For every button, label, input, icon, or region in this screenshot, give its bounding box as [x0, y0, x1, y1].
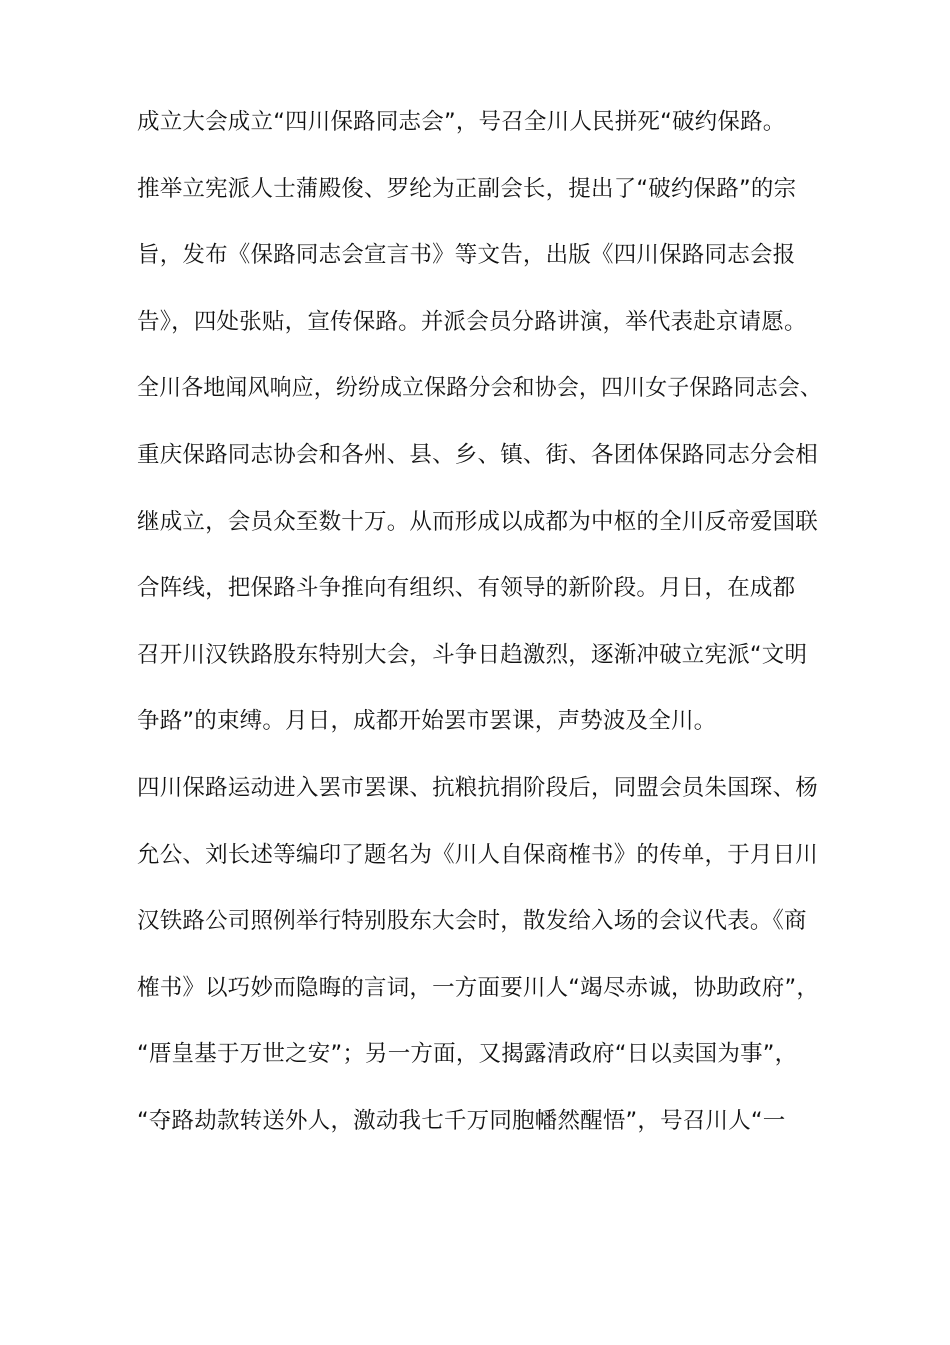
text-line: 重庆保路同志协会和各州、县、乡、镇、街、各团体保路同志分会相	[137, 442, 819, 468]
text-line: 成立大会成立“四川保路同志会”，号召全川人民拼死“破约保路。	[137, 109, 786, 135]
text-line: 旨，发布《保路同志会宣言书》等文告，出版《四川保路同志会报	[137, 242, 796, 268]
text-line: 全川各地闻风响应，纷纷成立保路分会和协会，四川女子保路同志会、	[137, 375, 822, 401]
text-line: 继成立，会员众至数十万。从而形成以成都为中枢的全川反帝爱国联	[137, 509, 819, 535]
text-line: 榷书》以巧妙而隐晦的言词，一方面要川人“竭尽赤诚，协助政府”，	[137, 975, 820, 1001]
text-line: 四川保路运动进入罢市罢课、抗粮抗捐阶段后，同盟会员朱国琛、杨	[137, 775, 819, 801]
text-line: 合阵线，把保路斗争推向有组织、有领导的新阶段。月日，在成都	[137, 575, 796, 601]
text-line: 争路”的束缚。月日，成都开始罢市罢课，声势波及全川。	[137, 708, 717, 734]
text-line: “厝皇基于万世之安”；另一方面，又揭露清政府“日以卖国为事”，	[137, 1041, 798, 1067]
text-line: 推举立宪派人士蒲殿俊、罗纶为正副会长，提出了“破约保路”的宗	[137, 176, 797, 202]
text-line: 召开川汉铁路股东特别大会，斗争日趋激烈，逐渐冲破立宪派“文明	[137, 642, 808, 668]
text-line: 允公、刘长述等编印了题名为《川人自保商榷书》的传单，于月日川	[137, 842, 819, 868]
text-line: 汉铁路公司照例举行特别股东大会时，散发给入场的会议代表。《商	[137, 908, 807, 934]
text-line: 告》，四处张贴，宣传保路。并派会员分路讲演，举代表赴京请愿。	[137, 309, 807, 335]
text-line: “夺路劫款转送外人，激动我七千万同胞幡然醒悟”，号召川人“一	[137, 1108, 786, 1134]
